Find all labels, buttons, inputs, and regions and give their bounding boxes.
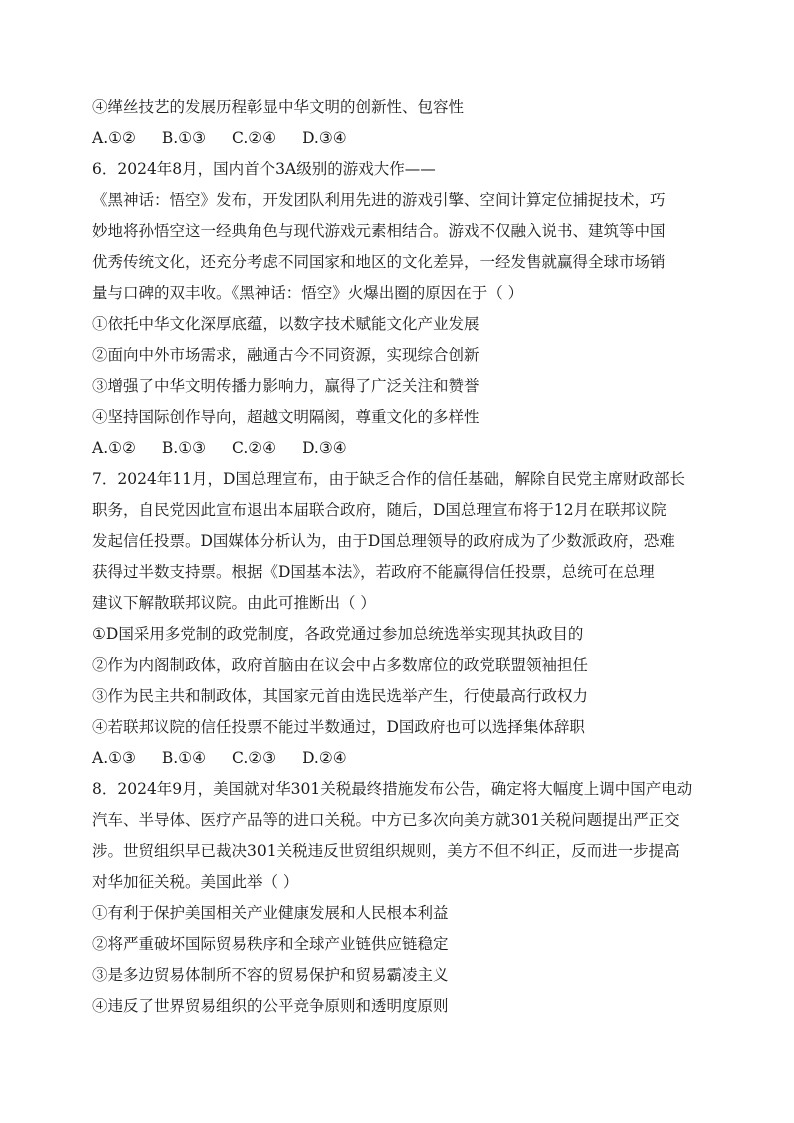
question-7-stem-line: 职务，自民党因此宣布退出本届联合政府，随后，D国总理宣布将于12月在联邦议院 bbox=[92, 501, 667, 519]
question-6-option-4: ④坚持国际创作导向，超越文明隔阂，尊重文化的多样性 bbox=[92, 408, 480, 426]
question-7-option-3: ③作为民主共和制政体，其国家元首由选民选举产生，行使最高行政权力 bbox=[92, 687, 589, 705]
question-6-option-3: ③增强了中华文明传播力影响力，赢得了广泛关注和赞誉 bbox=[92, 377, 480, 395]
question-6-stem-line: 妙地将孙悟空这一经典角色与现代游戏元素相结合。游戏不仅融入说书、建筑等中国 bbox=[92, 222, 666, 240]
choice-d[interactable]: D.②④ bbox=[302, 749, 347, 767]
question-8-option-1: ①有利于保护美国相关产业健康发展和人民根本利益 bbox=[92, 904, 449, 922]
question-7 bbox=[92, 464, 704, 774]
choice-d[interactable]: D.③④ bbox=[302, 439, 347, 457]
question-7-choices bbox=[92, 743, 704, 774]
question-7-stem-line: 建议下解散联邦议院。由此可推断出（ ） bbox=[92, 594, 376, 612]
question-7-stem-line: 7．2024年11月，D国总理宣布，由于缺乏合作的信任基础，解除自民党主席财政部长 bbox=[92, 470, 685, 488]
question-7-option-1: ①D国采用多党制的政党制度，各政党通过参加总统选举实现其执政目的 bbox=[92, 625, 584, 643]
question-8-option-3: ③是多边贸易体制所不容的贸易保护和贸易霸凌主义 bbox=[92, 966, 449, 984]
question-6 bbox=[92, 154, 704, 464]
exam-page bbox=[92, 92, 704, 1022]
question-7-stem-line: 发起信任投票。D国媒体分析认为，由于D国总理领导的政府成为了少数派政府，恐难 bbox=[92, 532, 675, 550]
question-6-stem-line: 量与口碑的双丰收。《黑神话：悟空》火爆出圈的原因在于（ ） bbox=[92, 284, 524, 302]
question-7-option-2: ②作为内阁制政体，政府首脑由在议会中占多数席位的政党联盟领袖担任 bbox=[92, 656, 589, 674]
choice-a[interactable]: A.①② bbox=[92, 439, 136, 457]
question-7-stem-line: 获得过半数支持票。根据《D国基本法》，若政府不能赢得信任投票，总统可在总理 bbox=[92, 563, 655, 581]
choice-c[interactable]: C.②③ bbox=[232, 749, 277, 767]
question-8-stem-line: 涉。世贸组织早已裁决301关税违反世贸组织规则，美方不但不纠正，反而进一步提高 bbox=[92, 842, 680, 860]
question-8 bbox=[92, 774, 704, 1022]
question-6-stem-line: 6．2024年8月，国内首个3A级别的游戏大作—— bbox=[92, 160, 436, 178]
question-6-stem-line: 《黑神话：悟空》发布，开发团队利用先进的游戏引擎、空间计算定位捕捉技术，巧 bbox=[92, 191, 666, 209]
choice-b[interactable]: B.①③ bbox=[161, 439, 207, 457]
question-5-tail bbox=[92, 92, 704, 154]
question-8-stem-line: 汽车、半导体、医疗产品等的进口关税。中方已多次向美方就301关税问题提出严正交 bbox=[92, 811, 680, 829]
question-6-option-1: ①依托中华文化深厚底蕴，以数字技术赋能文化产业发展 bbox=[92, 315, 480, 333]
question-6-choices bbox=[92, 433, 704, 464]
question-5-option-4: ④缂丝技艺的发展历程彰显中华文明的创新性、包容性 bbox=[92, 98, 465, 116]
question-8-option-4: ④违反了世界贸易组织的公平竞争原则和透明度原则 bbox=[92, 997, 449, 1015]
question-7-option-4: ④若联邦议院的信任投票不能过半数通过，D国政府也可以选择集体辞职 bbox=[92, 718, 585, 736]
question-8-stem-line: 8．2024年9月，美国就对华301关税最终措施发布公告，确定将大幅度上调中国产电动 bbox=[92, 780, 693, 798]
choice-c[interactable]: C.②④ bbox=[232, 439, 277, 457]
choice-a[interactable]: A.①② bbox=[92, 129, 136, 147]
question-6-option-2: ②面向中外市场需求，融通古今不同资源，实现综合创新 bbox=[92, 346, 480, 364]
question-6-stem-line: 优秀传统文化，还充分考虑不同国家和地区的文化差异，一经发售就赢得全球市场销 bbox=[92, 253, 666, 271]
choice-a[interactable]: A.①③ bbox=[92, 749, 136, 767]
question-8-stem-line: 对华加征关税。美国此举（ ） bbox=[92, 873, 299, 891]
choice-b[interactable]: B.①④ bbox=[161, 749, 207, 767]
choice-c[interactable]: C.②④ bbox=[232, 129, 277, 147]
choice-d[interactable]: D.③④ bbox=[302, 129, 347, 147]
question-5-choices bbox=[92, 123, 704, 154]
question-8-option-2: ②将严重破坏国际贸易秩序和全球产业链供应链稳定 bbox=[92, 935, 449, 953]
choice-b[interactable]: B.①③ bbox=[161, 129, 207, 147]
